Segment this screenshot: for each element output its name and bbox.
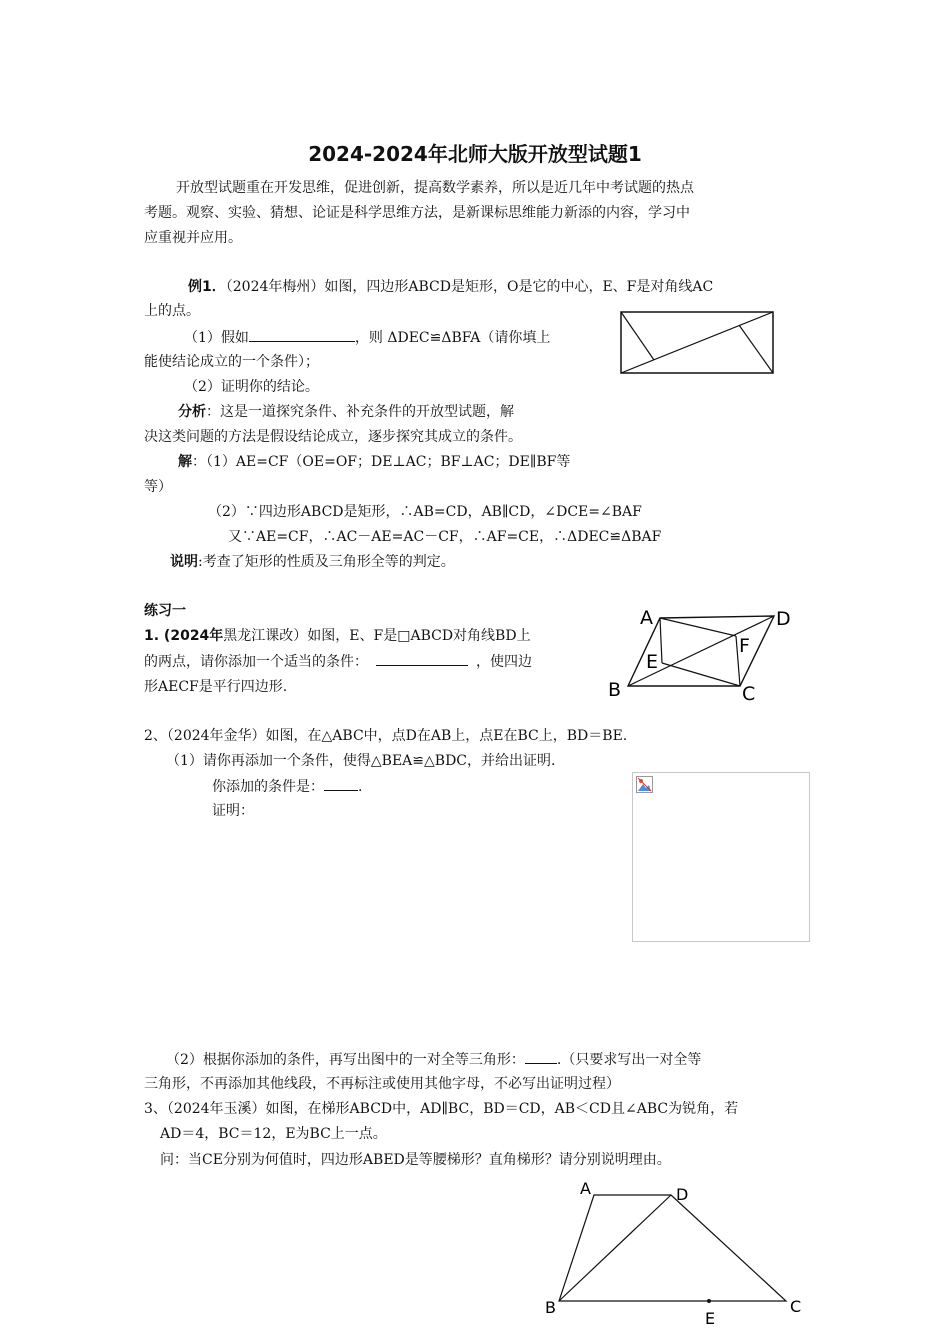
broken-image-icon <box>636 776 654 794</box>
label-a: A <box>580 1179 591 1198</box>
analysis-label: 分析 <box>178 404 206 420</box>
label-f: F <box>739 635 750 657</box>
example1-q1-line-2: 能使结论成立的一个条件）； <box>144 354 319 370</box>
example1-line-2: 上的点。 <box>144 303 200 319</box>
problem2-q2-line-2: 三角形，不再添加其他线段，不再标注或使用其他字母，不必写出证明过程） <box>144 1076 620 1092</box>
example1-line-1 <box>188 277 713 297</box>
example1-q1-prefix: （1）假如 <box>184 330 249 346</box>
rectangle-figure <box>620 311 774 375</box>
example1-q1 <box>184 327 550 348</box>
example1-proof-line-2: 又∵AE=CF，∴AC－AE=AC－CF，∴AF=CE，∴ΔDEC≌ΔBAF <box>228 529 662 545</box>
example1-stem: （2024年梅州）如图，四边形ABCD是矩形，O是它的中心，E、F是对角线AC <box>225 279 714 295</box>
problem2-q2-blank[interactable] <box>525 1049 557 1064</box>
label-d: D <box>676 1185 689 1204</box>
problem1-line-3: 形AECF是平行四边形. <box>144 679 288 695</box>
problem1-blank[interactable] <box>376 651 468 666</box>
example1-proof-line-1: （2）∵四边形ABCD是矩形，∴AB=CD，AB∥CD，∠DCE=∠BAF <box>208 504 642 520</box>
intro-line-3: 应重视并应用。 <box>144 230 242 246</box>
solution-label: 解 <box>178 454 192 470</box>
example1-analysis-line-2: 决这类问题的方法是假设结论成立，逐步探究其成立的条件。 <box>144 429 522 445</box>
segment-bf <box>739 325 773 373</box>
label-a: A <box>640 607 653 629</box>
problem2-q1: （1）请你再添加一个条件，使得△BEA≌△BDC，并给出证明. <box>166 753 556 769</box>
segment-ec <box>662 663 740 686</box>
label-c: C <box>790 1297 802 1316</box>
exercise-heading: 练习一 <box>144 603 186 619</box>
segment-af <box>660 618 736 636</box>
note-label: 说明 <box>170 554 198 570</box>
problem2-proof: 证明： <box>212 803 254 819</box>
example1-q1-suffix: ，则 ΔDEC≌ΔBFA（请你填上 <box>354 330 551 346</box>
page-title: 2024-2024年北师大版开放型试题1 <box>308 142 642 166</box>
label-e: E <box>646 651 659 673</box>
example1-label: 例1． <box>188 279 226 295</box>
image-placeholder <box>632 772 810 942</box>
label-c: C <box>742 683 756 705</box>
problem2-q2-line-1: （2）根据你添加的条件，再写出图中的一对全等三角形： .（只要求写出一对全等 <box>166 1049 701 1070</box>
problem2-condition: 你添加的条件是： . <box>212 776 362 797</box>
problem3-line-2: AD＝4，BC＝12，E为BC上一点。 <box>160 1126 387 1142</box>
example1-solution-line-1: 解：（1）AE=CF（OE=OF；DE⊥AC；BF⊥AC；DE∥BF等 <box>178 454 571 470</box>
example1-q1-blank[interactable] <box>249 327 355 342</box>
example1-q2: （2）证明你的结论。 <box>184 379 319 395</box>
trapezoid-abcd <box>559 1195 786 1301</box>
label-e: E <box>705 1309 716 1328</box>
label-b: B <box>545 1298 556 1317</box>
problem1-line-1: 1. (2024年黑龙江课改）如图，E、F是□ABCD对角线BD上 <box>144 628 531 644</box>
problem1-line-2: 的两点，请你添加一个适当的条件： ，使四边 <box>144 651 532 672</box>
problem2-line-1: 2、（2024年金华）如图，在△ABC中，点D在AB上，点E在BC上，BD＝BE. <box>144 728 628 744</box>
segment-de <box>621 312 654 360</box>
trapezoid-figure <box>540 1178 820 1338</box>
label-b: B <box>608 679 622 701</box>
example1-solution-line-2: 等） <box>144 479 172 495</box>
problem3-line-3: 问：当CE分别为何值时，四边形ABED是等腰梯形？直角梯形？请分别说明理由。 <box>160 1152 671 1168</box>
point-e <box>707 1299 711 1303</box>
diagonal-bd <box>559 1195 671 1301</box>
example1-analysis-line-1: 分析：这是一道探究条件、补充条件的开放型试题，解 <box>178 404 514 420</box>
segment-ae <box>660 618 662 663</box>
intro-line-2: 考题。观察、实验、猜想、论证是科学思维方法，是新课标思维能力新添的内容，学习中 <box>144 205 690 221</box>
parallelogram-figure <box>600 600 800 710</box>
problem2-condition-blank[interactable] <box>324 776 358 791</box>
label-d: D <box>776 608 791 630</box>
diagonal-ac <box>621 312 773 373</box>
problem1-label: 1. (2024年 <box>144 628 224 644</box>
example1-note: 说明:考查了矩形的性质及三角形全等的判定。 <box>170 554 455 570</box>
intro-line-1: 开放型试题重在开发思维，促进创新，提高数学素养，所以是近几年中考试题的热点 <box>176 180 694 196</box>
problem3-line-1: 3、（2024年玉溪）如图，在梯形ABCD中，AD∥BC，BD＝CD，AB＜CD且∠ABC为锐角，若 <box>144 1101 739 1117</box>
